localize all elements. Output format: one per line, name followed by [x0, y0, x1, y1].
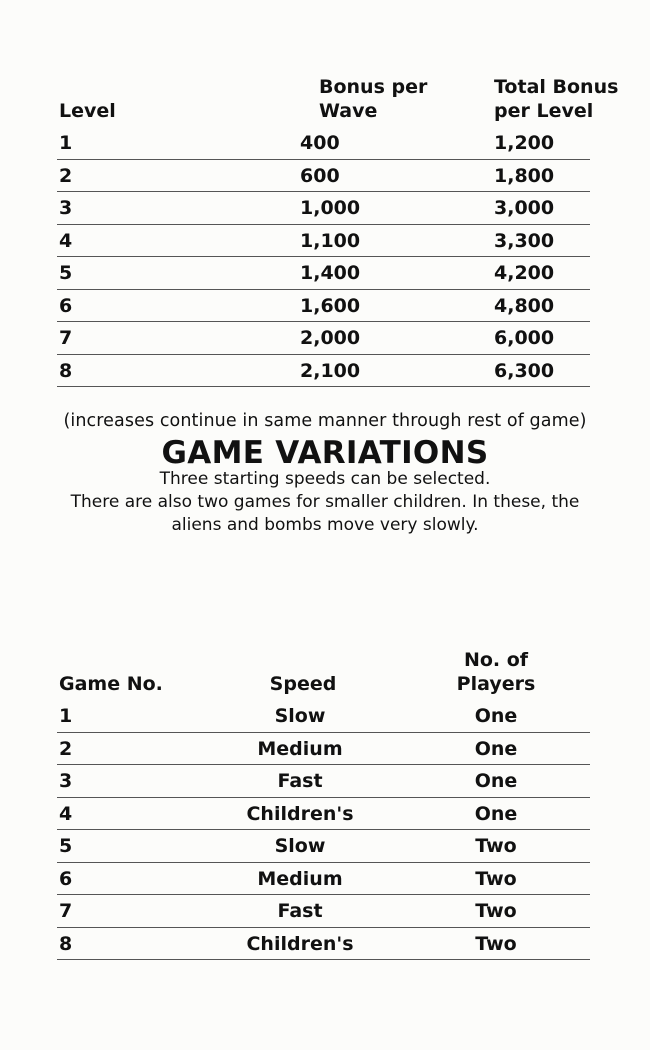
speed-cell: Fast — [277, 900, 323, 922]
game-no-cell: 3 — [59, 770, 73, 792]
speed-cell: Slow — [274, 705, 326, 727]
description-text — [40, 468, 610, 537]
level-cell: 7 — [59, 327, 73, 349]
speed-cell: Children's — [246, 802, 354, 825]
table-row: 2 600 1,800 — [57, 160, 590, 193]
increase-note: (increases continue in same manner through rest of game) — [63, 411, 587, 431]
game-no-cell: 7 — [59, 900, 73, 922]
speed-cell: Children's — [246, 932, 354, 955]
game-no-cell: 8 — [59, 932, 73, 955]
players-cell: One — [474, 802, 518, 825]
game-no-header: Game No. — [59, 673, 163, 695]
table-body — [57, 127, 590, 387]
game-no-cell: 6 — [59, 867, 73, 890]
table-row: 1 400 1,200 — [57, 127, 590, 160]
level-cell: 2 — [59, 164, 73, 187]
table-row: 4 1,100 3,300 — [57, 225, 590, 258]
speed-cell: Medium — [257, 737, 343, 760]
game-no-cell: 5 — [59, 835, 73, 857]
table-row: 8 2,100 6,300 — [57, 355, 590, 388]
players-cell: One — [474, 770, 518, 792]
table-row — [57, 928, 590, 961]
players-cell: Two — [475, 932, 517, 955]
players-header — [457, 648, 536, 696]
table-header — [57, 648, 590, 700]
table-row — [57, 765, 590, 798]
game-no-cell: 2 — [59, 737, 73, 760]
players-cell: Two — [475, 900, 517, 922]
game-no-cell: 4 — [59, 802, 73, 825]
level-cell: 5 — [59, 262, 73, 284]
level-cell: 8 — [59, 359, 73, 382]
level-cell: 4 — [59, 229, 73, 252]
level-cell: 1 — [59, 132, 73, 154]
description-line: There are also two games for smaller children. In these, the — [70, 492, 580, 512]
players-cell: Two — [475, 835, 517, 857]
table-body — [57, 700, 590, 960]
players-header-line2: Players — [456, 673, 536, 695]
level-cell: 3 — [59, 197, 73, 219]
description-line: Three starting speeds can be selected. — [159, 469, 491, 489]
table-row: 5 1,400 4,200 — [57, 257, 590, 290]
table-row: 7 2,000 6,000 — [57, 322, 590, 355]
section-heading: GAME VARIATIONS — [161, 435, 489, 471]
speed-cell: Slow — [274, 835, 326, 857]
table-row — [57, 798, 590, 831]
game-variations-table — [57, 648, 590, 960]
game-no-cell: 1 — [59, 705, 73, 727]
description-line: aliens and bombs move very slowly. — [171, 515, 479, 535]
level-header: Level — [59, 100, 116, 122]
table-row — [57, 733, 590, 766]
speed-cell: Medium — [257, 867, 343, 890]
table-row: 3 1,000 3,000 — [57, 192, 590, 225]
table-header: Level Bonus per Wave Total Bonus per Level — [59, 76, 619, 122]
speed-header: Speed — [269, 673, 337, 695]
players-cell: Two — [475, 867, 517, 890]
players-header-line1: No. of — [463, 649, 529, 671]
table-row — [57, 895, 590, 928]
table-row — [57, 830, 590, 863]
players-cell: One — [474, 705, 518, 727]
level-cell: 6 — [59, 294, 73, 317]
table-row — [57, 863, 590, 896]
speed-cell: Fast — [277, 770, 323, 792]
table-row — [57, 700, 590, 733]
table-row: 6 1,600 4,800 — [57, 290, 590, 323]
level-bonus-table — [57, 75, 619, 387]
players-cell: One — [474, 737, 518, 760]
